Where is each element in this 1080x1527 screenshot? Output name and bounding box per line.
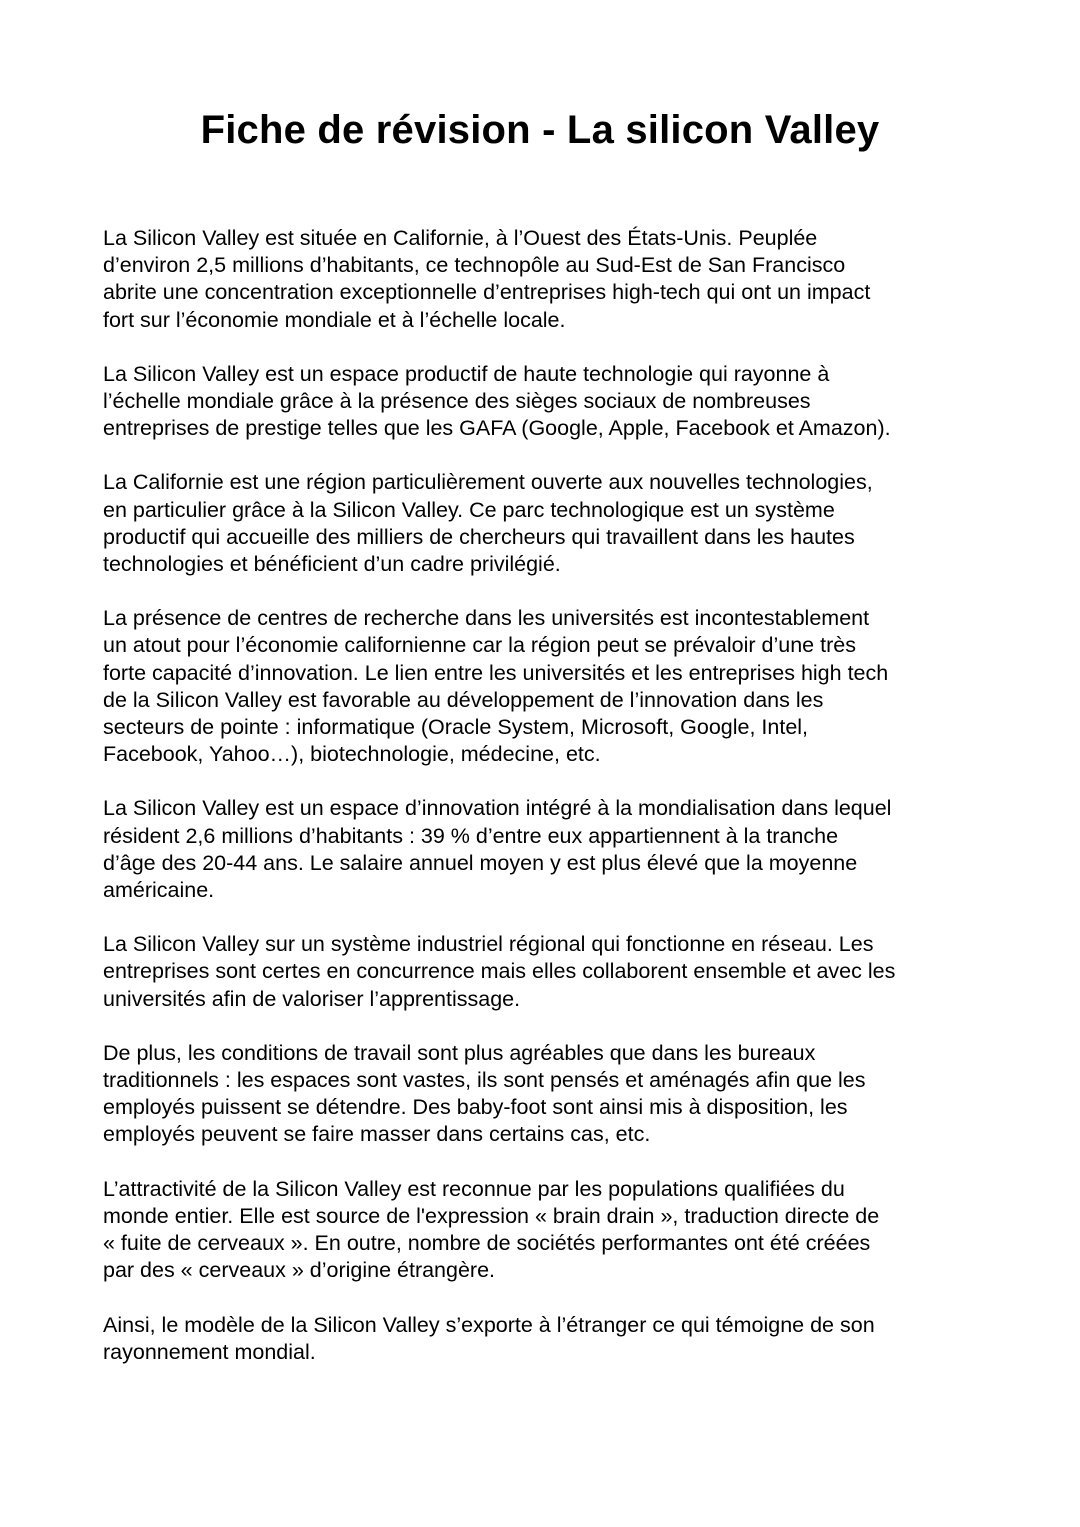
paragraph-research-innovation: La présence de centres de recherche dans les universités est incontestablement un atout pour l’économie californienne car la région peut se prévaloir d’une très forte capacité d’innovation. Le lien entre les universités et les entreprises high tech de la Silicon Valley est favorable au développement de l’innovation dans les secteurs de pointe : informatique (Oracle System, Microsoft, Google, Intel, Facebook, Yahoo…), biotechnologie, médecine, etc. <box>103 606 889 767</box>
paragraph-population-globalization: La Silicon Valley est un espace d’innovation intégré à la mondialisation dans lequel résident 2,6 millions d’habitants : 39 % d’entre eux appartiennent à la tranche d’âge des 20-44 ans. Le salaire annuel moyen y est plus élevé que la moyenne américaine. <box>103 796 892 903</box>
paragraph-industrial-network: La Silicon Valley sur un système industriel régional qui fonctionne en réseau. Les entreprises sont certes en concurrence mais elles collaborent ensemble et avec les universités afin de valoriser l’apprentissage. <box>103 932 896 1011</box>
page-title: Fiche de révision - La silicon Valley <box>200 108 880 152</box>
paragraph-location: La Silicon Valley est située en Californie, à l’Ouest des États-Unis. Peuplée d’environ 2,5 millions d’habitants, ce technopôle au Sud-Est de San Francisco abrite une concentration exceptionnelle d’entreprises high-tech qui ont un impact fort sur l’économie mondiale et à l’échelle locale. <box>103 226 871 332</box>
paragraph-productive-space: La Silicon Valley est un espace productif de haute technologie qui rayonne à l’échelle mondiale grâce à la présence des sièges sociaux de nombreuses entreprises de prestige telles que les GAFA (Google, Apple, Facebook et Amazon). <box>103 361 891 441</box>
paragraph-brain-drain: L’attractivité de la Silicon Valley est reconnue par les populations qualifiées du monde entier. Elle est source de l'expression « brain drain », traduction directe de « fuite de cerveaux ». En outre, nombre de sociétés performantes ont été créées par des « cerveaux » d’origine étrangère. <box>103 1176 880 1283</box>
paragraph-working-conditions: De plus, les conditions de travail sont plus agréables que dans les bureaux traditionnels : les espaces sont vastes, ils sont pensés et aménagés afin que les employés puissent se détendre. Des baby-foot sont ainsi mis à disposition, les employés peuvent se faire masser dans certains cas, etc. <box>103 1040 866 1147</box>
document-body <box>103 225 983 1393</box>
paragraph-california-technology: La Californie est une région particulièrement ouverte aux nouvelles technologies, en particulier grâce à la Silicon Valley. Ce parc technologique est un système productif qui accueille des milliers de chercheurs qui travaillent dans les hautes technologies et bénéficient d’un cadre privilégié. <box>103 470 873 577</box>
paragraph-conclusion: Ainsi, le modèle de la Silicon Valley s’exporte à l’étranger ce qui témoigne de son rayonnement mondial. <box>103 1312 875 1364</box>
